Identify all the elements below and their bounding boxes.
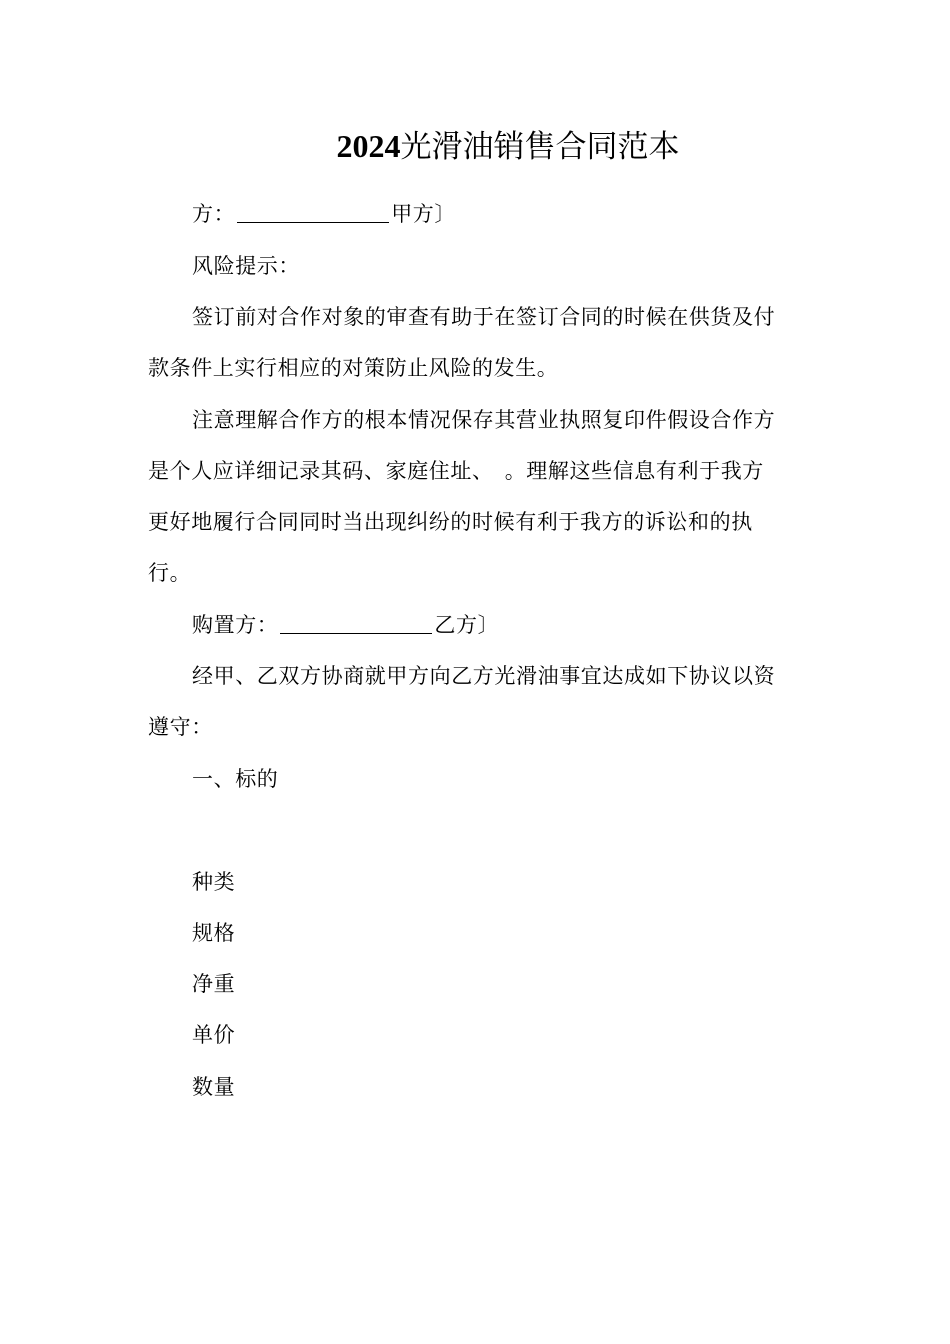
subject-item-quantity: 数量 bbox=[192, 1075, 236, 1099]
title-text: 光滑油销售合同范本 bbox=[400, 129, 680, 165]
subject-item-spec: 规格 bbox=[192, 921, 236, 945]
page-title bbox=[0, 124, 950, 169]
risk-paragraph-2-line-3: 更好地履行合同同时当出现纠纷的时候有利于我方的诉讼和的执 bbox=[148, 510, 753, 534]
agreement-line-2: 遵守： bbox=[148, 715, 213, 739]
risk-paragraph-2-line-4: 行。 bbox=[148, 561, 192, 585]
risk-paragraph-2-line-1: 注意理解合作方的根本情况保存其营业执照复印件假设合作方 bbox=[192, 408, 776, 432]
party-a-blank bbox=[237, 200, 389, 223]
party-b-line bbox=[192, 610, 499, 640]
party-b-label: 购置方： bbox=[192, 613, 279, 637]
risk-paragraph-1-line-2: 款条件上实行相应的对策防止风险的发生。 bbox=[148, 356, 559, 380]
section-1-heading: 一、标的 bbox=[192, 767, 279, 791]
party-a-line bbox=[192, 199, 456, 229]
risk-paragraph-2-line-2: 是个人应详细记录其码、家庭住址、 。理解这些信息有利于我方 bbox=[148, 459, 764, 483]
subject-item-unit-price: 单价 bbox=[192, 1023, 236, 1047]
party-b-blank bbox=[280, 611, 432, 634]
risk-paragraph-1-line-1: 签订前对合作对象的审查有助于在签订合同的时候在供货及付 bbox=[192, 305, 776, 329]
title-year: 2024 bbox=[336, 128, 401, 164]
party-a-role: 甲方〕 bbox=[391, 202, 457, 226]
agreement-line-1: 经甲、乙双方协商就甲方向乙方光滑油事宜达成如下协议以资 bbox=[192, 664, 776, 688]
subject-item-net-weight: 净重 bbox=[192, 972, 236, 996]
risk-heading: 风险提示： bbox=[192, 254, 300, 278]
party-a-label: 方： bbox=[192, 202, 236, 226]
subject-item-type: 种类 bbox=[192, 870, 236, 894]
party-b-role: 乙方〕 bbox=[434, 613, 500, 637]
